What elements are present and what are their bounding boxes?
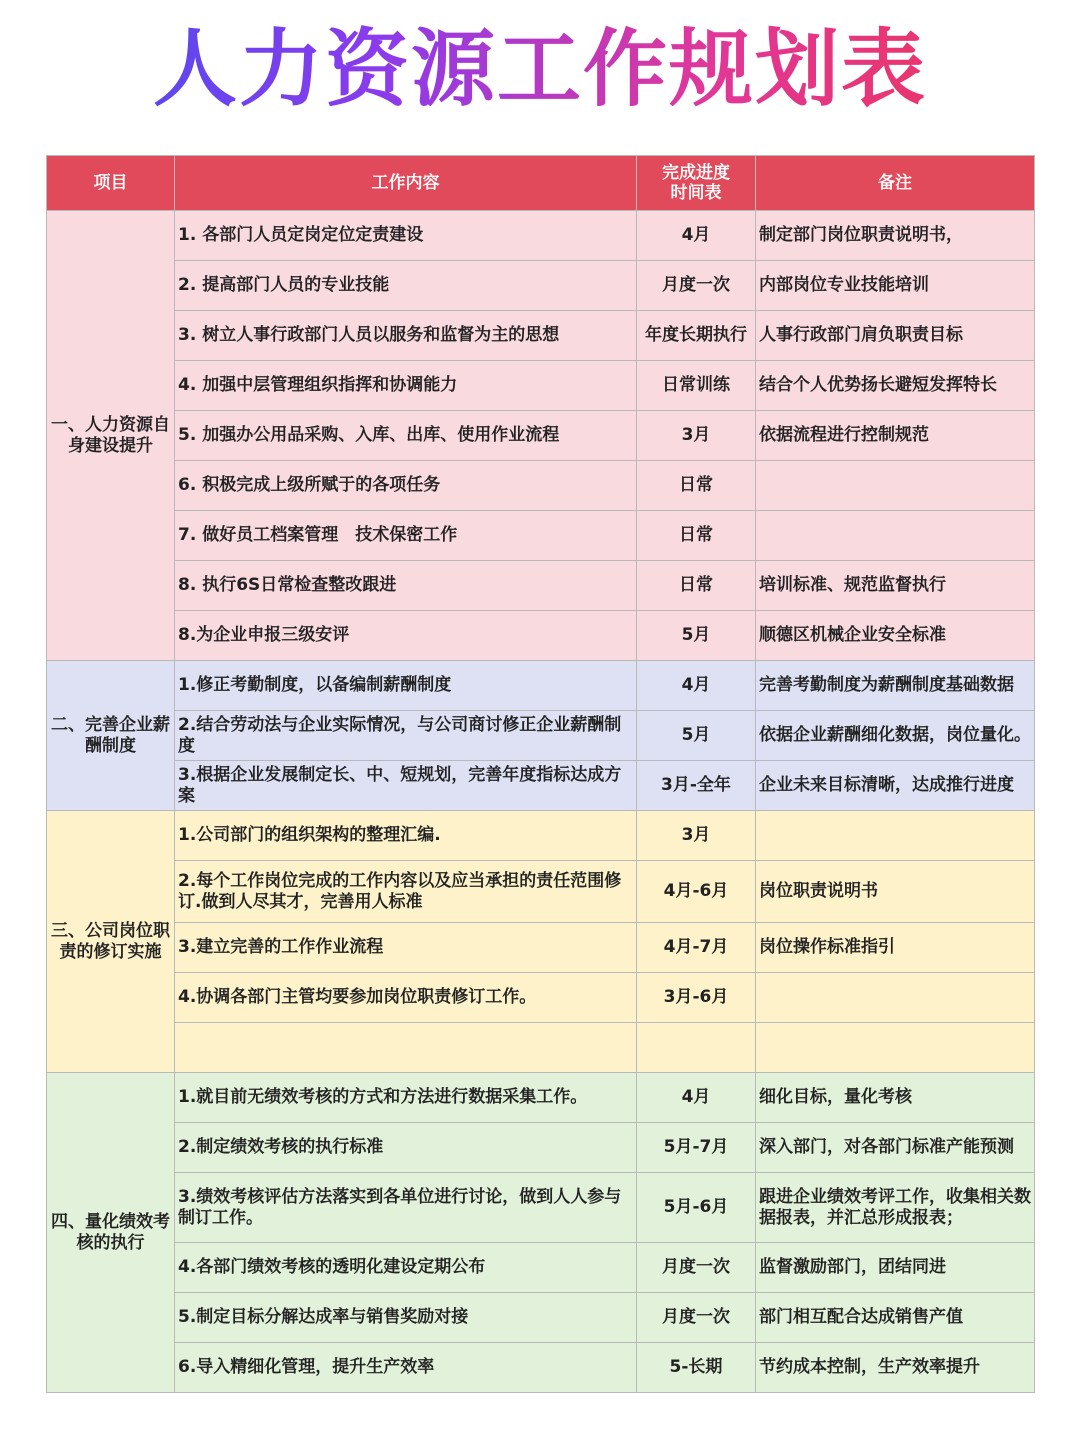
note-cell [756, 973, 1035, 1023]
time-cell: 5月-7月 [637, 1123, 756, 1173]
note-cell: 人事行政部门肩负职责目标 [756, 311, 1035, 361]
time-cell: 月度一次 [637, 261, 756, 311]
content-cell: 8.为企业申报三级安评 [175, 611, 637, 661]
note-cell: 完善考勤制度为薪酬制度基础数据 [756, 661, 1035, 711]
table-row [47, 973, 1035, 1023]
table-row [47, 1293, 1035, 1343]
table-row [47, 1243, 1035, 1293]
page-title: 人力资源工作规划表 [0, 14, 1080, 124]
plan-table [46, 155, 1035, 1393]
note-cell: 企业未来目标清晰，达成推行进度 [756, 761, 1035, 811]
category-cell: 四、量化绩效考核的执行 [47, 1073, 175, 1393]
table-row [47, 211, 1035, 261]
header-note: 备注 [756, 156, 1035, 211]
table-row [47, 811, 1035, 861]
content-cell: 1.公司部门的组织架构的整理汇编. [175, 811, 637, 861]
time-cell: 年度长期执行 [637, 311, 756, 361]
content-cell: 2.制定绩效考核的执行标准 [175, 1123, 637, 1173]
time-cell: 3月 [637, 811, 756, 861]
content-cell: 7. 做好员工档案管理 技术保密工作 [175, 511, 637, 561]
table-row [47, 1023, 1035, 1073]
table-row [47, 611, 1035, 661]
time-cell: 4月 [637, 661, 756, 711]
note-cell: 内部岗位专业技能培训 [756, 261, 1035, 311]
time-cell: 日常 [637, 561, 756, 611]
table-row [47, 711, 1035, 761]
time-cell: 5月 [637, 611, 756, 661]
content-cell: 6. 积极完成上级所赋于的各项任务 [175, 461, 637, 511]
table-row [47, 411, 1035, 461]
table-row [47, 561, 1035, 611]
table-row [47, 361, 1035, 411]
note-cell: 深入部门，对各部门标准产能预测 [756, 1123, 1035, 1173]
table-row [47, 1073, 1035, 1123]
table-row [47, 923, 1035, 973]
note-cell: 跟进企业绩效考评工作，收集相关数据报表，并汇总形成报表； [756, 1173, 1035, 1243]
content-cell: 1.修正考勤制度，以备编制薪酬制度 [175, 661, 637, 711]
content-cell: 5.制定目标分解达成率与销售奖励对接 [175, 1293, 637, 1343]
note-cell: 顺德区机械企业安全标准 [756, 611, 1035, 661]
table-row [47, 661, 1035, 711]
time-cell: 4月 [637, 211, 756, 261]
content-cell: 3.根据企业发展制定长、中、短规划，完善年度指标达成方案 [175, 761, 637, 811]
time-cell: 5-长期 [637, 1343, 756, 1393]
note-cell [756, 1023, 1035, 1073]
content-cell: 4.各部门绩效考核的透明化建设定期公布 [175, 1243, 637, 1293]
time-cell: 月度一次 [637, 1243, 756, 1293]
time-cell [637, 1023, 756, 1073]
table-row [47, 1343, 1035, 1393]
note-cell [756, 461, 1035, 511]
content-cell: 2. 提高部门人员的专业技能 [175, 261, 637, 311]
time-cell: 日常 [637, 461, 756, 511]
note-cell: 依据企业薪酬细化数据，岗位量化。 [756, 711, 1035, 761]
table-row [47, 461, 1035, 511]
time-cell: 日常训练 [637, 361, 756, 411]
note-cell: 岗位操作标准指引 [756, 923, 1035, 973]
content-cell: 8. 执行6S日常检查整改跟进 [175, 561, 637, 611]
category-cell: 一、人力资源自身建设提升 [47, 211, 175, 661]
table-row [47, 1123, 1035, 1173]
content-cell: 4. 加强中层管理组织指挥和协调能力 [175, 361, 637, 411]
time-cell: 3月-6月 [637, 973, 756, 1023]
time-cell: 月度一次 [637, 1293, 756, 1343]
content-cell: 2.结合劳动法与企业实际情况，与公司商讨修正企业薪酬制度 [175, 711, 637, 761]
category-cell: 三、公司岗位职责的修订实施 [47, 811, 175, 1073]
note-cell: 部门相互配合达成销售产值 [756, 1293, 1035, 1343]
note-cell [756, 511, 1035, 561]
table-row [47, 861, 1035, 923]
note-cell: 结合个人优势扬长避短发挥特长 [756, 361, 1035, 411]
time-cell: 5月 [637, 711, 756, 761]
content-cell: 5. 加强办公用品采购、入库、出库、使用作业流程 [175, 411, 637, 461]
note-cell: 节约成本控制，生产效率提升 [756, 1343, 1035, 1393]
note-cell: 细化目标，量化考核 [756, 1073, 1035, 1123]
note-cell: 岗位职责说明书 [756, 861, 1035, 923]
time-cell: 日常 [637, 511, 756, 561]
table-row [47, 511, 1035, 561]
content-cell: 2.每个工作岗位完成的工作内容以及应当承担的责任范围修订.做到人尽其才，完善用人标准 [175, 861, 637, 923]
note-cell: 制定部门岗位职责说明书， [756, 211, 1035, 261]
note-cell: 监督激励部门，团结同进 [756, 1243, 1035, 1293]
header-item: 项目 [47, 156, 175, 211]
note-cell: 培训标准、规范监督执行 [756, 561, 1035, 611]
content-cell: 1.就目前无绩效考核的方式和方法进行数据采集工作。 [175, 1073, 637, 1123]
table-row [47, 261, 1035, 311]
category-cell: 二、完善企业薪酬制度 [47, 661, 175, 811]
content-cell [175, 1023, 637, 1073]
time-cell: 5月-6月 [637, 1173, 756, 1243]
header-content: 工作内容 [175, 156, 637, 211]
content-cell: 6.导入精细化管理，提升生产效率 [175, 1343, 637, 1393]
table-row [47, 1173, 1035, 1243]
time-cell: 3月-全年 [637, 761, 756, 811]
time-cell: 4月-7月 [637, 923, 756, 973]
table-row [47, 311, 1035, 361]
content-cell: 4.协调各部门主管均要参加岗位职责修订工作。 [175, 973, 637, 1023]
table-header-row [47, 156, 1035, 211]
header-schedule: 完成进度时间表 [637, 156, 756, 211]
content-cell: 3. 树立人事行政部门人员以服务和监督为主的思想 [175, 311, 637, 361]
time-cell: 3月 [637, 411, 756, 461]
table-row [47, 761, 1035, 811]
content-cell: 3.绩效考核评估方法落实到各单位进行讨论，做到人人参与制订工作。 [175, 1173, 637, 1243]
content-cell: 3.建立完善的工作作业流程 [175, 923, 637, 973]
time-cell: 4月-6月 [637, 861, 756, 923]
time-cell: 4月 [637, 1073, 756, 1123]
note-cell [756, 811, 1035, 861]
content-cell: 1. 各部门人员定岗定位定责建设 [175, 211, 637, 261]
note-cell: 依据流程进行控制规范 [756, 411, 1035, 461]
